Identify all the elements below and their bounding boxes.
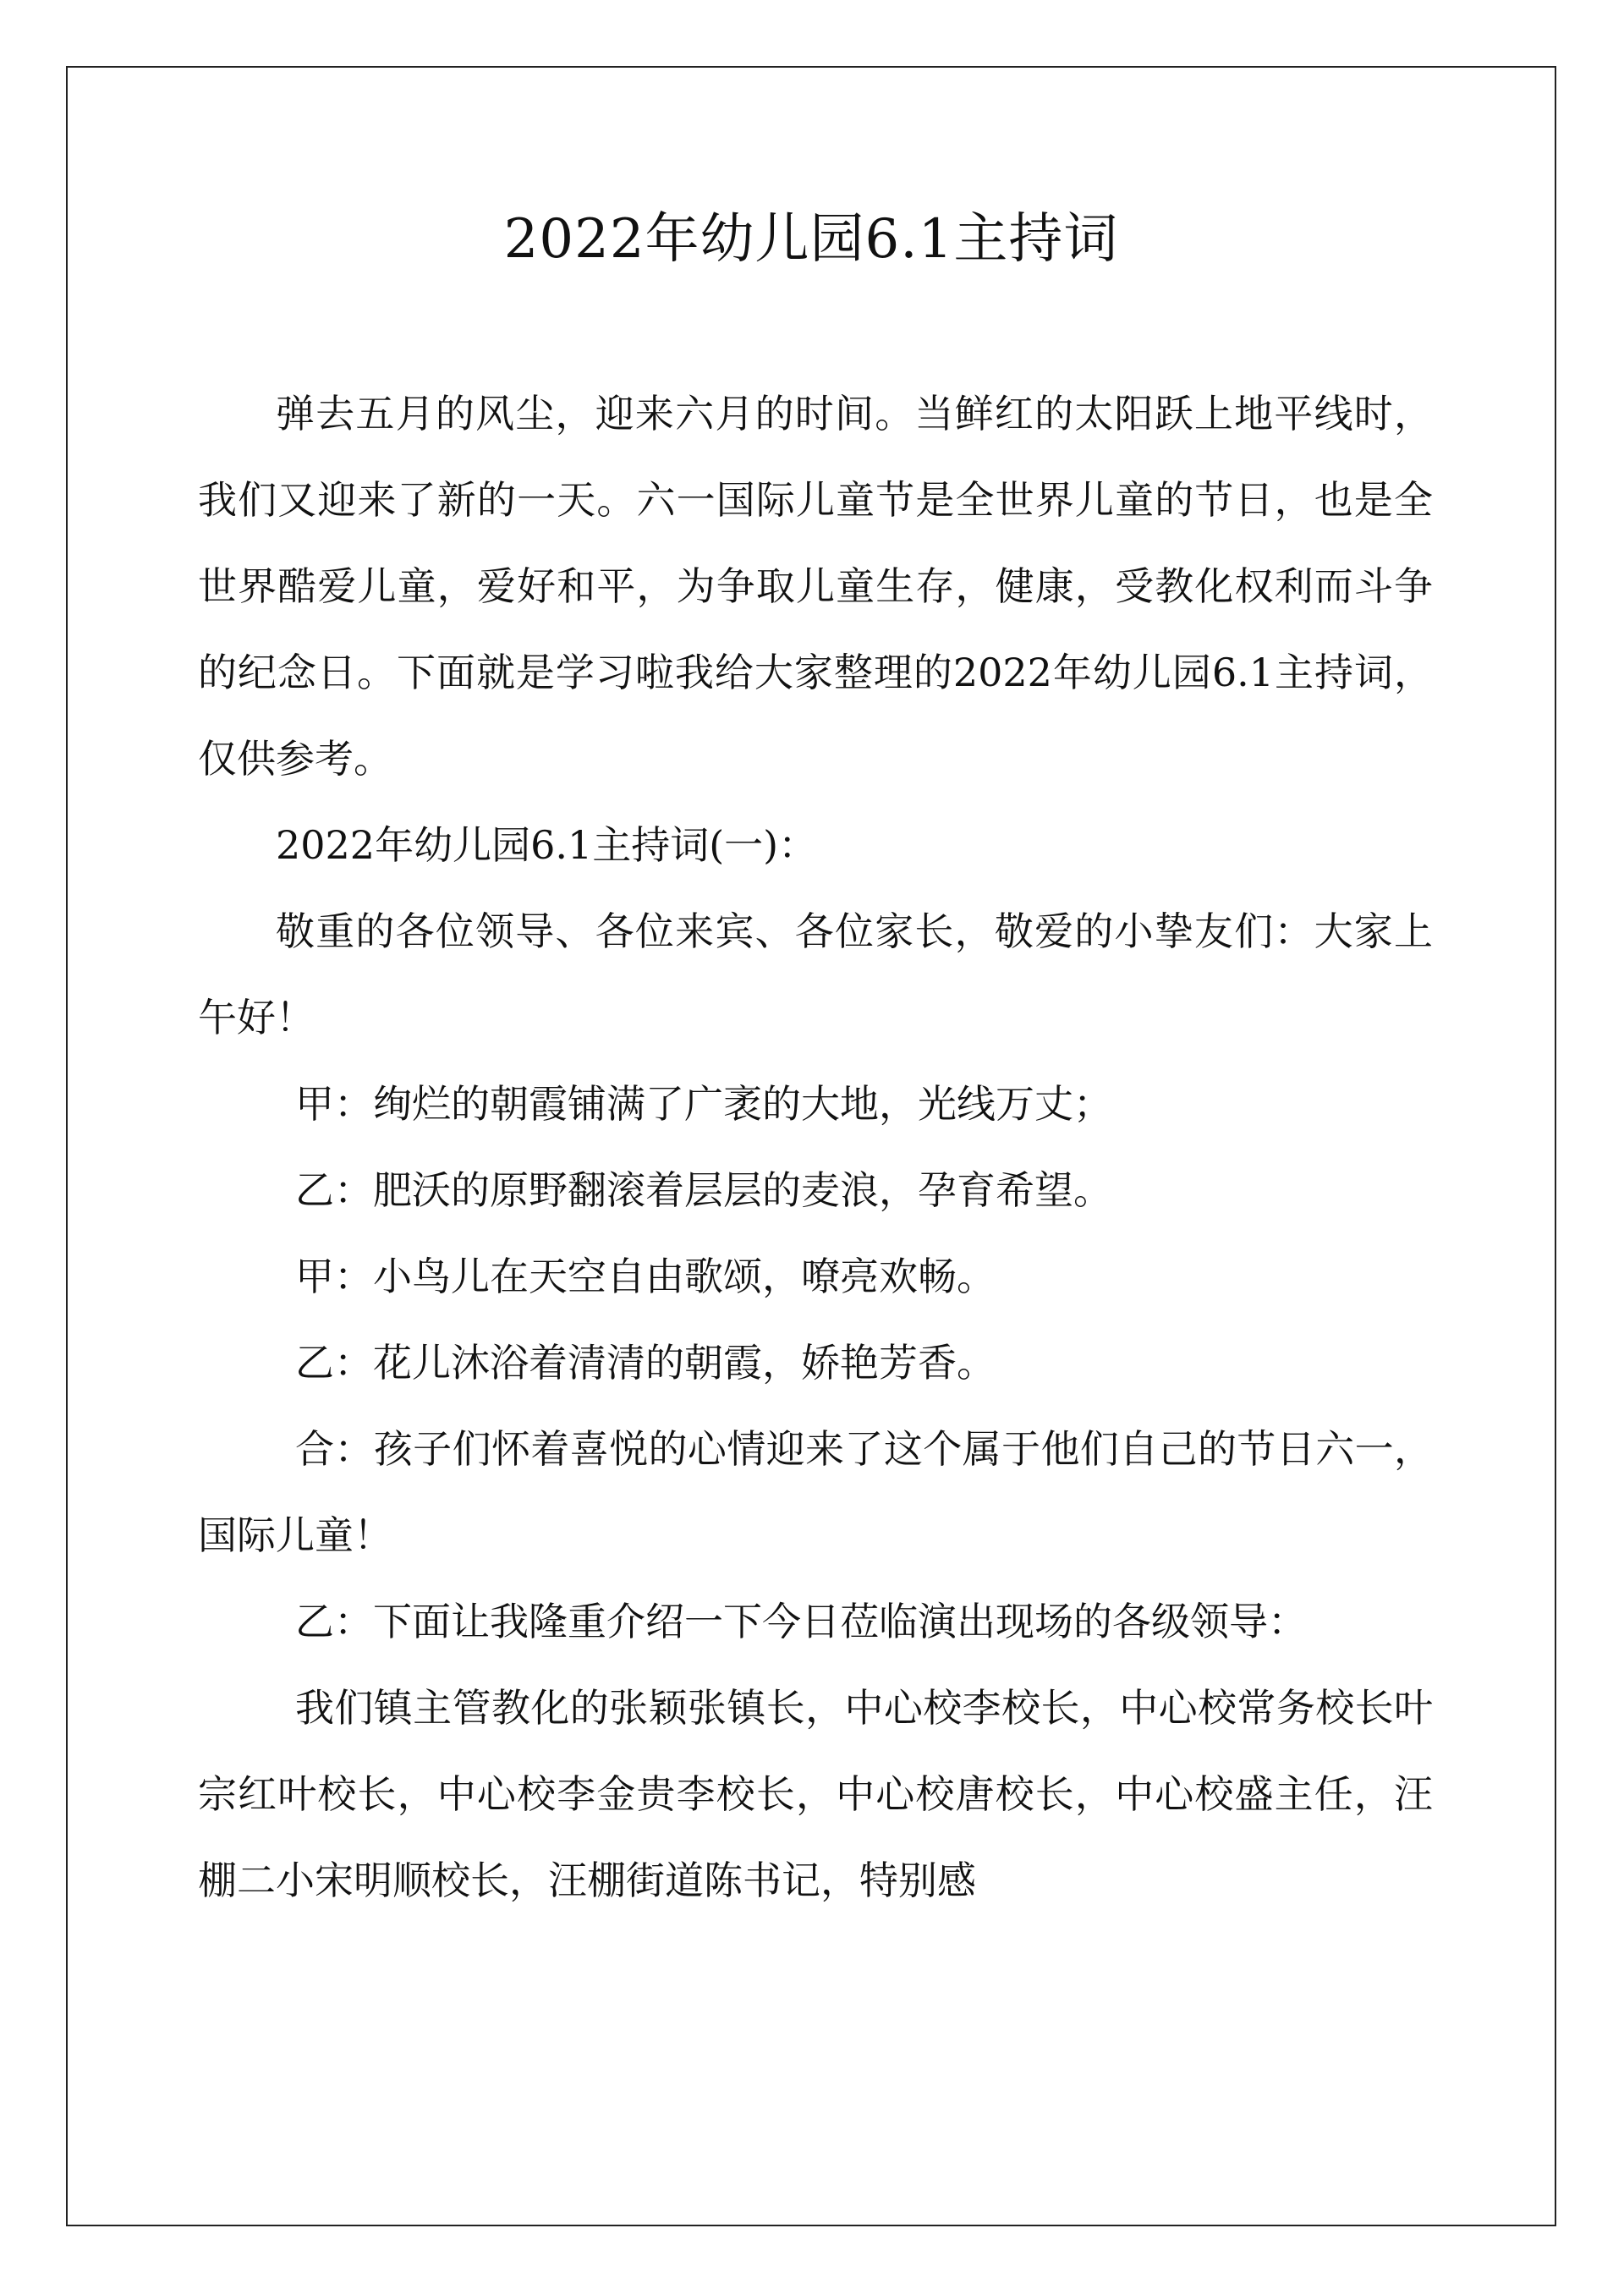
greeting-paragraph: 敬重的各位领导、各位来宾、各位家长，敬爱的小挚友们：大家上午好！ (198, 908, 1433, 1040)
section-heading: 2022年幼儿园6.1主持词(一)： (276, 822, 818, 868)
intro-paragraph: 弹去五月的风尘，迎来六月的时间。当鲜红的太阳跃上地平线时，我们又迎来了新的一天。六一国际儿童节是全世界儿童的节日，也是全世界酷爱儿童，爱好和平，为争取儿童生存，健康，受教化权利而斗争的纪念日。下面就是学习啦我给大家整理的2022年幼儿园6.1主持词，仅供参考。 (198, 391, 1433, 782)
document-body (198, 370, 1433, 1924)
dialogue-line: 乙：花儿沐浴着清清的朝霞，娇艳芳香。 (295, 1340, 996, 1386)
dialogue-line: 甲：绚烂的朝霞铺满了广袤的大地，光线万丈； (295, 1081, 1112, 1127)
dialogue-line: 乙：下面让我隆重介绍一下今日莅临演出现场的各级领导： (295, 1599, 1307, 1644)
dialogue-line: 合：孩子们怀着喜悦的心情迎来了这个属于他们自己的节日六一，国际儿童！ (198, 1426, 1433, 1558)
document-title: 2022年幼儿园6.1主持词 (503, 208, 1119, 271)
leaders-paragraph: 我们镇主管教化的张颖张镇长，中心校李校长，中心校常务校长叶宗红叶校长，中心校李金贵李校长，中心校唐校长，中心校盛主任，汪棚二小宋明顺校长，汪棚街道陈书记，特别感 (198, 1685, 1433, 1903)
dialogue-line: 乙：肥沃的原野翻滚着层层的麦浪，孕育希望。 (295, 1167, 1112, 1213)
dialogue-line: 甲：小鸟儿在天空自由歌颂，嘹亮欢畅。 (295, 1254, 996, 1299)
